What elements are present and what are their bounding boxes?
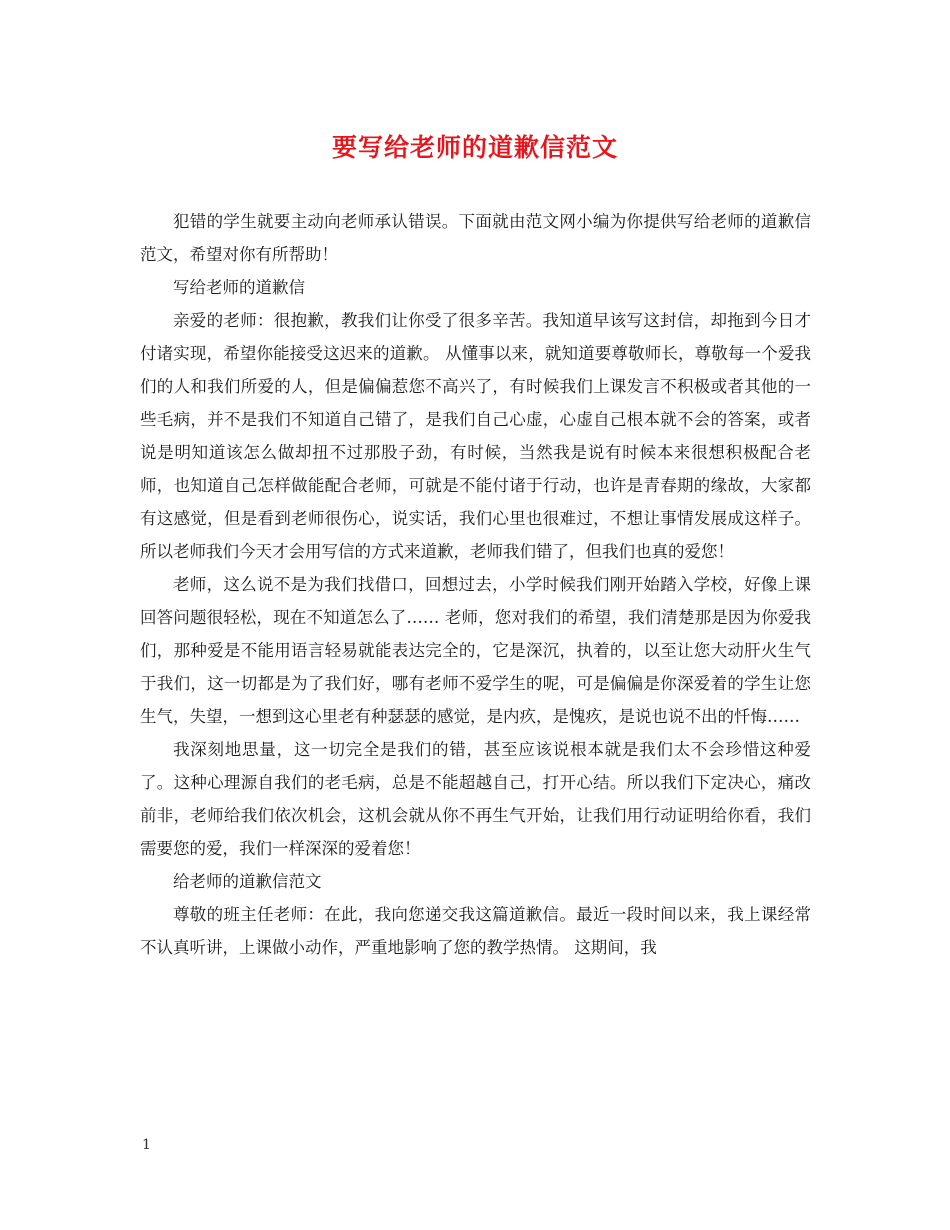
letter-paragraph: 亲爱的老师：很抱歉，教我们让你受了很多辛苦。我知道早该写这封信，却拖到今日才付诸实现，希望你能接受这迟来的道歉。 从懂事以来，就知道要尊敬师长，尊敬每一个爱我们的人和我们所爱的人，但是偏偏惹您不高兴了，有时候我们上课发言不积极或者其他的一些毛病，并不是我们不知道自己错了，是我们自己心虚，心虚自己根本就不会的答案，或者说是明知道该怎么做却扭不过那股子劲，有时候，当然我是说有时候本来很想积极配合老师，也知道自己怎样做能配合老师，可就是不能付诸于行动，也许是青春期的缘故，大家都有这感觉，但是看到老师很伤心，说实话，我们心里也很难过，不想让事情发展成这样子。所以老师我们今天才会用写信的方式来道歉，老师我们错了，但我们也真的爱您！ [140,311,811,561]
page-title: 要写给老师的道歉信范文 [331,133,618,162]
document-body [140,205,811,964]
section-heading: 给老师的道歉信范文 [173,872,322,891]
page-number: 1 [142,1137,151,1153]
intro-paragraph: 犯错的学生就要主动向老师承认错误。下面就由范文网小编为你提供写给老师的道歉信范文，希望对你有所帮助！ [140,212,811,264]
letter-paragraph: 老师，这么说不是为我们找借口，回想过去，小学时候我们刚开始踏入学校，好像上课回答问题很轻松，现在不知道怎么了…… 老师，您对我们的希望，我们清楚那是因为你爱我们，那种爱是不能用语言轻易就能表达完全的，它是深沉，执着的，以至让您大动肝火生气于我们，这一切都是为了我们好，哪有老师不爱学生的呢，可是偏偏是你深爱着的学生让您生气，失望，一想到这心里老有种瑟瑟的感觉，是内疚，是愧疚，是说也说不出的忏悔…… [140,575,811,726]
letter-paragraph: 尊敬的班主任老师：在此，我向您递交我这篇道歉信。最近一段时间以来，我上课经常不认真听讲，上课做小动作，严重地影响了您的教学热情。 这期间，我 [140,905,811,957]
section-heading: 写给老师的道歉信 [173,278,305,297]
letter-paragraph: 我深刻地思量，这一切完全是我们的错，甚至应该说根本就是我们太不会珍惜这种爱了。这种心理源自我们的老毛病，总是不能超越自己，打开心结。所以我们下定决心，痛改前非，老师给我们依次机会，这机会就从你不再生气开始，让我们用行动证明给你看，我们需要您的爱，我们一样深深的爱着您！ [140,740,811,858]
